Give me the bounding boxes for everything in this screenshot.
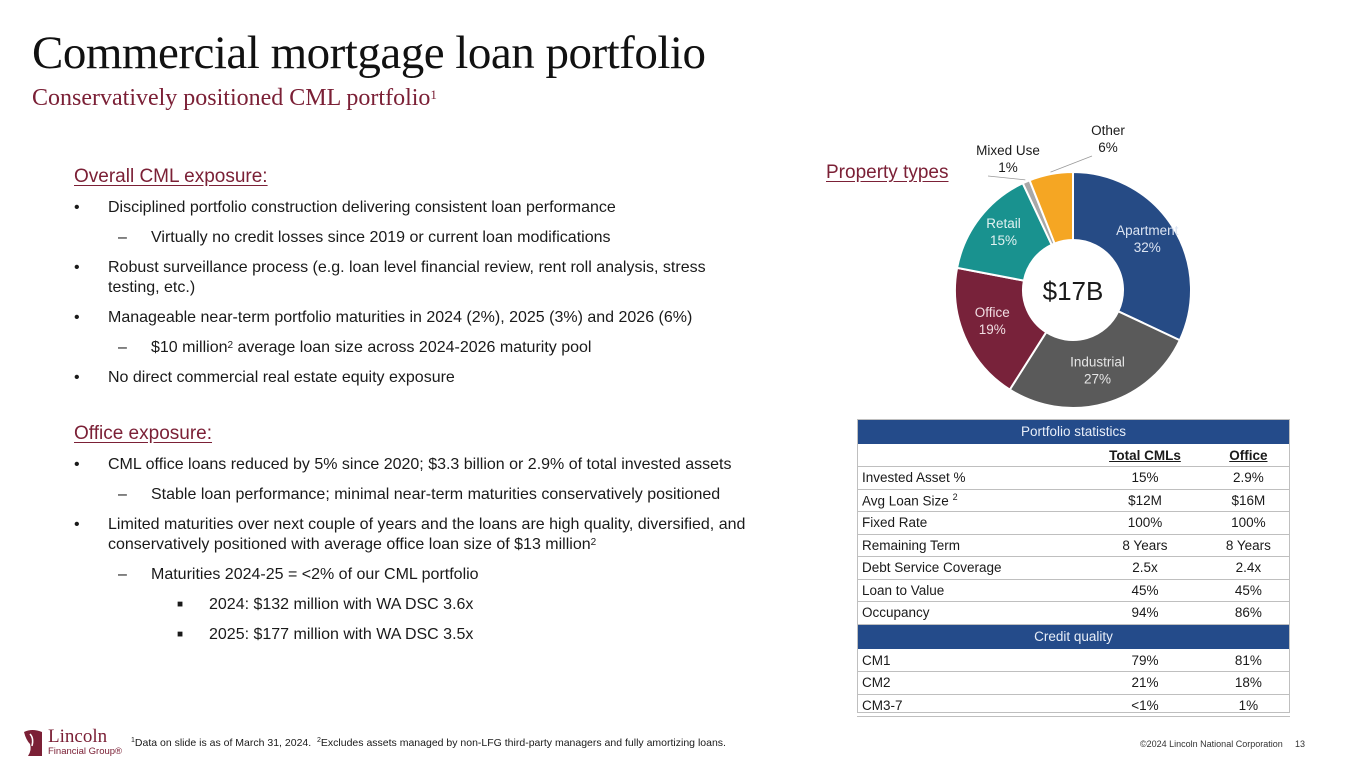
table-row [857, 672, 1290, 695]
overall-list [74, 198, 754, 388]
office-item-text: 2024: $132 million with WA DSC 3.6x [209, 596, 474, 613]
subtitle-text: Conservatively positioned CML portfolio [32, 85, 431, 111]
row-total-value: 100% [1083, 512, 1207, 535]
overall-item [74, 258, 754, 298]
row-office-value: 2.4x [1207, 557, 1290, 580]
pie-slice-label: Retail [986, 216, 1021, 232]
pie-slice-apartment [1073, 172, 1191, 340]
square-bullet-icon: ■ [177, 629, 184, 640]
page-subtitle [32, 85, 437, 112]
office-item [74, 485, 754, 505]
overall-item-text: $10 million [151, 339, 228, 356]
row-office-value: 8 Years [1207, 534, 1290, 557]
row-label: Invested Asset % [857, 467, 1083, 490]
stats-band-title: Portfolio statistics [857, 419, 1290, 444]
dash-bullet-icon: – [118, 339, 127, 356]
table-row [857, 649, 1290, 672]
office-item [74, 455, 754, 475]
logo-wordmark: Lincoln [48, 726, 108, 747]
footnote-1-ref: 1 [131, 737, 135, 744]
table-row [857, 489, 1290, 512]
pie-slice-value: 1% [998, 160, 1018, 175]
dash-bullet-icon: – [118, 486, 127, 503]
overall-item-text: Virtually no credit losses since 2019 or current loan modifications [151, 229, 611, 246]
footnote-2: Excludes assets managed by non-LFG third-party managers and fully amortizing loans. [320, 737, 726, 749]
row-label: CM2 [857, 672, 1083, 695]
row-total-value: 15% [1083, 467, 1207, 490]
row-label: Avg Loan Size $^2$ [857, 489, 1083, 512]
table-row [857, 534, 1290, 557]
stats-band [857, 419, 1290, 444]
overall-item [74, 198, 754, 218]
footnote-ref: 2 [227, 340, 234, 351]
row-total-value: 45% [1083, 579, 1207, 602]
row-total-value: 79% [1083, 649, 1207, 672]
subtitle-footnote-ref: 1 [430, 87, 437, 102]
office-item-text: 2025: $177 million with WA DSC 3.5x [209, 626, 474, 643]
footnote-ref: 2 [590, 537, 597, 548]
pie-slice-label: Apartment [1116, 222, 1179, 238]
stats-header-office: Office [1207, 444, 1290, 467]
stats-header-row [857, 444, 1290, 467]
dash-bullet-icon: – [118, 229, 127, 246]
portfolio-stats-table [857, 419, 1290, 717]
credit-band [857, 624, 1290, 649]
row-total-value: $12M [1083, 489, 1207, 512]
office-item-text: CML office loans reduced by 5% since 2020; $3.3 billion or 2.9% of total invested assets [108, 456, 732, 473]
pie-slice-value: 27% [1084, 371, 1112, 387]
pie-slice-label: Office [974, 304, 1010, 320]
bullet-icon: • [74, 516, 80, 533]
square-bullet-icon: ■ [177, 599, 184, 610]
footnote-1: Data on slide is as of March 31, 2024. [134, 737, 312, 749]
office-heading: Office exposure: [74, 423, 213, 444]
row-office-value: $16M [1207, 489, 1290, 512]
pie-heading: Property types [826, 162, 949, 183]
row-office-value: 45% [1207, 579, 1290, 602]
stats-header-blank [857, 444, 1083, 467]
row-label: Occupancy [857, 602, 1083, 625]
logo-subtext: Financial Group® [48, 746, 123, 757]
table-row [857, 557, 1290, 580]
page-title: Commercial mortgage loan portfolio [32, 27, 706, 79]
pie-slice-value: 32% [1133, 239, 1161, 255]
pie-slice-label: Industrial [1070, 354, 1125, 370]
row-total-value: 2.5x [1083, 557, 1207, 580]
office-item [74, 565, 754, 585]
copyright: ©2024 Lincoln National Corporation [1140, 739, 1283, 749]
overall-item [74, 308, 754, 328]
page-number: 13 [1295, 739, 1306, 749]
pie-slice-value: 15% [989, 233, 1017, 249]
table-row [857, 512, 1290, 535]
bullet-icon: • [74, 369, 80, 386]
office-item [74, 515, 754, 555]
row-office-value: 2.9% [1207, 467, 1290, 490]
bullet-icon: • [74, 456, 80, 473]
bullet-icon: • [74, 259, 80, 276]
office-item [74, 595, 754, 615]
row-office-value: 81% [1207, 649, 1290, 672]
overall-item-text: Manageable near-term portfolio maturities in 2024 (2%), 2025 (3%) and 2026 (6%) [108, 309, 693, 326]
overall-item [74, 228, 754, 248]
pie-slice-label: Mixed Use [976, 143, 1040, 158]
office-item-text: Maturities 2024-25 = <2% of our CML portfolio [151, 566, 479, 583]
overall-heading: Overall CML exposure: [74, 166, 268, 187]
row-total-value: <1% [1083, 694, 1207, 717]
property-types-donut-chart [940, 123, 1200, 390]
pie-leader-line [1051, 156, 1092, 172]
donut-center-label: $17B [1042, 276, 1104, 306]
pie-leader-line [988, 176, 1025, 180]
overall-item-text-cont: average loan size across 2024-2026 maturity pool [233, 339, 592, 356]
pie-slice-label: Other [1091, 123, 1125, 138]
overall-item-text: No direct commercial real estate equity exposure [108, 369, 455, 386]
office-list [74, 455, 754, 645]
table-row [857, 694, 1290, 717]
row-label: CM1 [857, 649, 1083, 672]
table-row [857, 467, 1290, 490]
pie-slice-value: 6% [1098, 140, 1118, 155]
stats-header-total: Total CMLs [1083, 444, 1207, 467]
row-label: Fixed Rate [857, 512, 1083, 535]
table-row [857, 602, 1290, 625]
overall-item-text: Disciplined portfolio construction delivering consistent loan performance [108, 199, 616, 216]
table-row [857, 579, 1290, 602]
row-label: CM3-7 [857, 694, 1083, 717]
pie-slice-value: 19% [978, 321, 1006, 337]
row-label: Loan to Value [857, 579, 1083, 602]
row-office-value: 1% [1207, 694, 1290, 717]
row-office-value: 86% [1207, 602, 1290, 625]
office-item [74, 625, 754, 645]
row-office-value: 18% [1207, 672, 1290, 695]
overall-item-text: Robust surveillance process (e.g. loan level financial review, rent roll analysis, stress testing, etc.) [108, 259, 706, 296]
footnote-ref: 2 [952, 492, 958, 502]
footnote-2-ref: 2 [317, 737, 321, 744]
bullet-icon: • [74, 309, 80, 326]
row-label: Remaining Term [857, 534, 1083, 557]
row-label: Debt Service Coverage [857, 557, 1083, 580]
row-office-value: 100% [1207, 512, 1290, 535]
row-total-value: 8 Years [1083, 534, 1207, 557]
overall-item [74, 338, 754, 358]
overall-item [74, 368, 754, 388]
office-item-text: Limited maturities over next couple of years and the loans are high quality, diversified, and conservatively positioned with average office loan size of $13 million [108, 516, 746, 553]
dash-bullet-icon: – [118, 566, 127, 583]
credit-band-title: Credit quality [857, 624, 1290, 649]
office-item-text: Stable loan performance; minimal near-term maturities conservatively positioned [151, 486, 721, 503]
row-total-value: 94% [1083, 602, 1207, 625]
bullet-icon: • [74, 199, 80, 216]
row-total-value: 21% [1083, 672, 1207, 695]
footnotes [131, 737, 726, 749]
